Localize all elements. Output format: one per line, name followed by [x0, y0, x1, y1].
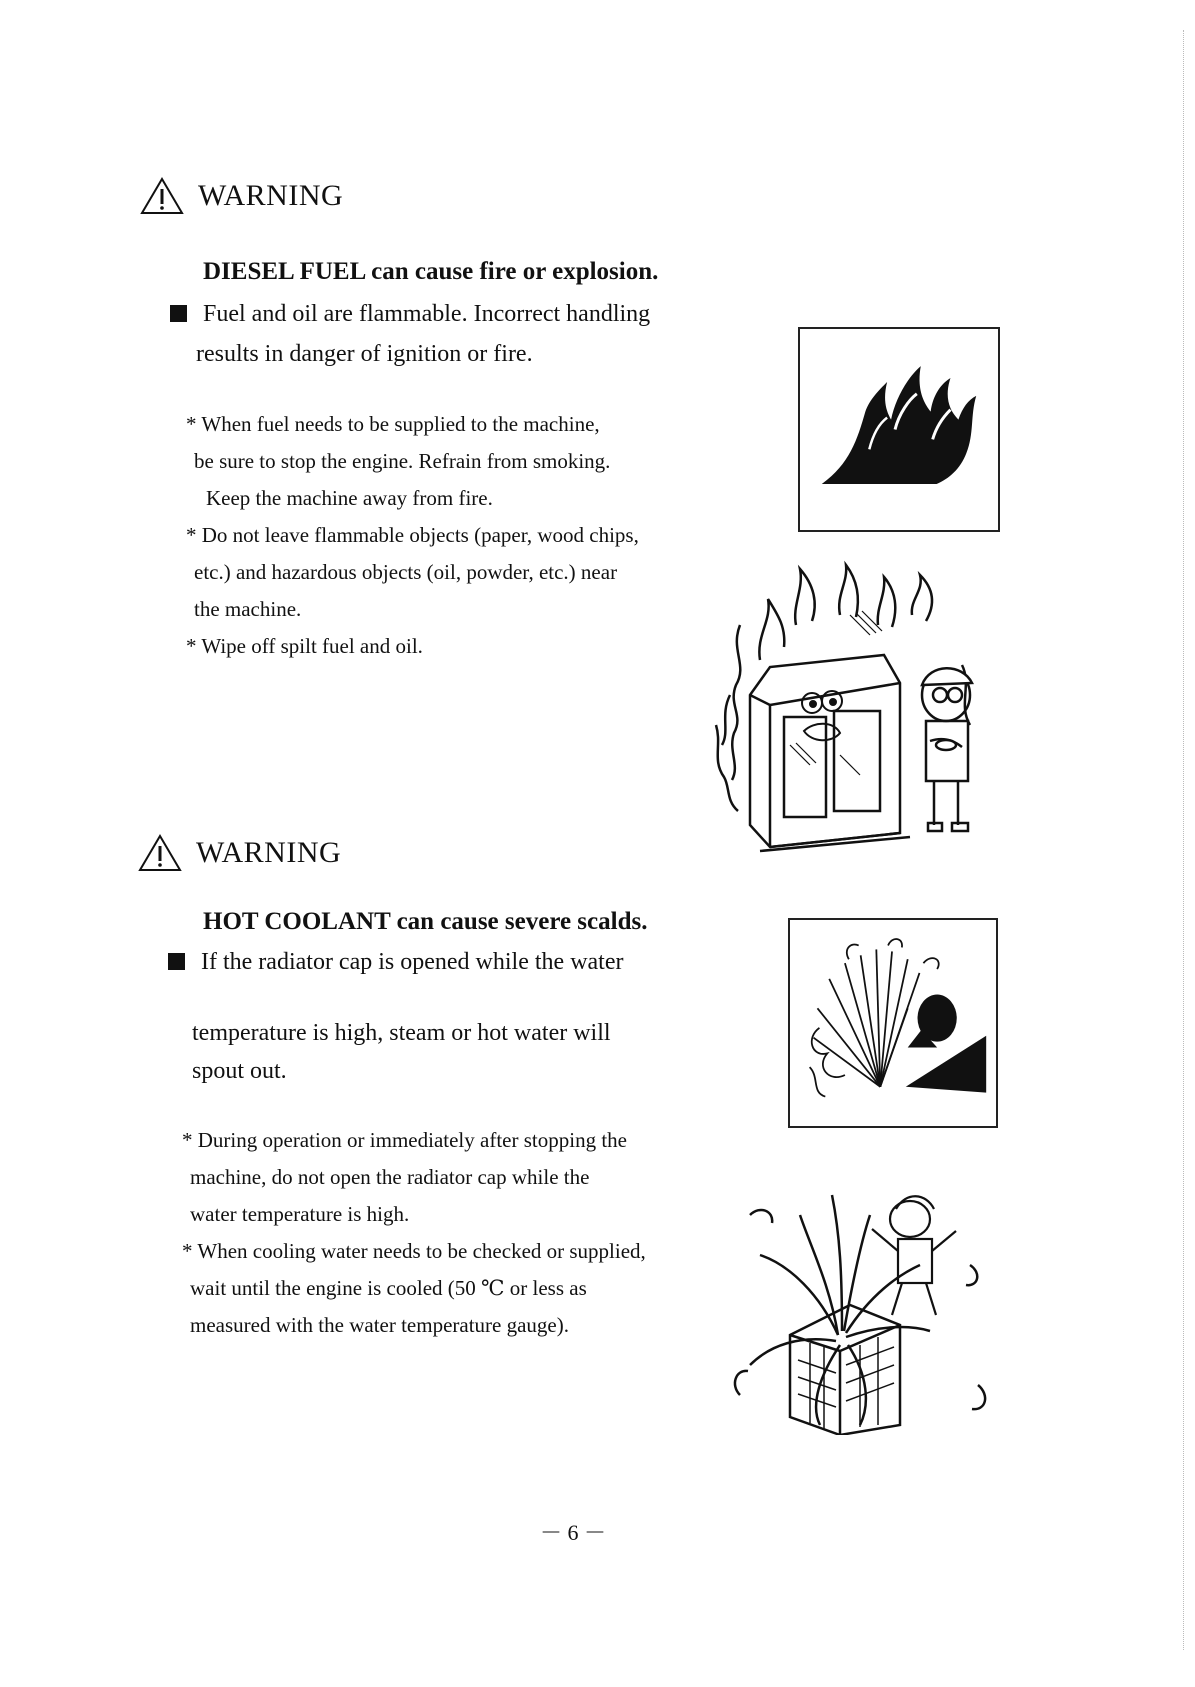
note-line: measured with the water temperature gauge). [190, 1313, 569, 1337]
note-line: machine, do not open the radiator cap while the [190, 1165, 590, 1189]
warning-heading-text: WARNING [198, 179, 344, 212]
warning-heading [140, 177, 343, 215]
page-number: － 6 － [540, 1520, 607, 1545]
precaution-notes [182, 1122, 722, 1344]
spouting-radiator-illustration [720, 1155, 1010, 1435]
note-line: wait until the engine is cooled (50 ℃ or less as [190, 1276, 587, 1300]
bullet-text-continued: spout out. [192, 1058, 287, 1084]
note-line: etc.) and hazardous objects (oil, powder, etc.) near [194, 560, 618, 584]
note-line: * During operation or immediately after stopping the [182, 1128, 627, 1152]
warning-heading [138, 834, 341, 872]
hazard-bullet [168, 942, 728, 982]
scan-edge-marks [1183, 30, 1184, 1650]
warning-heading-text: WARNING [196, 836, 342, 869]
hazard-bullet [170, 294, 730, 334]
bullet-text: If the radiator cap is opened while the water [201, 949, 624, 975]
bullet-square-icon [170, 305, 187, 322]
burning-machine-illustration [700, 555, 1000, 855]
radiator-burst-icon [720, 1155, 1010, 1435]
note-line: * When cooling water needs to be checked or supplied, [182, 1239, 646, 1263]
note-line: water temperature is high. [190, 1202, 410, 1226]
bullet-square-icon [168, 953, 185, 970]
bullet-text-continued: temperature is high, steam or hot water will [192, 1020, 611, 1046]
note-line: the machine. [194, 597, 302, 621]
precaution-notes [186, 406, 706, 665]
warning-triangle-icon [140, 177, 184, 215]
note-line: * When fuel needs to be supplied to the machine, [186, 412, 600, 436]
hot-steam-icon [790, 920, 996, 1126]
note-line: Keep the machine away from fire. [206, 486, 493, 510]
bullet-text: Fuel and oil are flammable. Incorrect handling [203, 301, 651, 327]
note-line: * Do not leave flammable objects (paper, wood chips, [186, 523, 639, 547]
flame-icon [800, 329, 998, 530]
hazard-title: HOT COOLANT can cause severe scalds. [203, 908, 648, 935]
bullet-text-continued: results in danger of ignition or fire. [196, 341, 533, 367]
note-line: * Wipe off spilt fuel and oil. [186, 634, 423, 658]
scald-pictogram [788, 918, 998, 1128]
hazard-title: DIESEL FUEL can cause fire or explosion. [203, 258, 659, 285]
warning-triangle-icon [138, 834, 182, 872]
fire-machine-icon [700, 555, 1000, 855]
flame-pictogram [798, 327, 1000, 532]
note-line: be sure to stop the engine. Refrain from smoking. [194, 449, 611, 473]
